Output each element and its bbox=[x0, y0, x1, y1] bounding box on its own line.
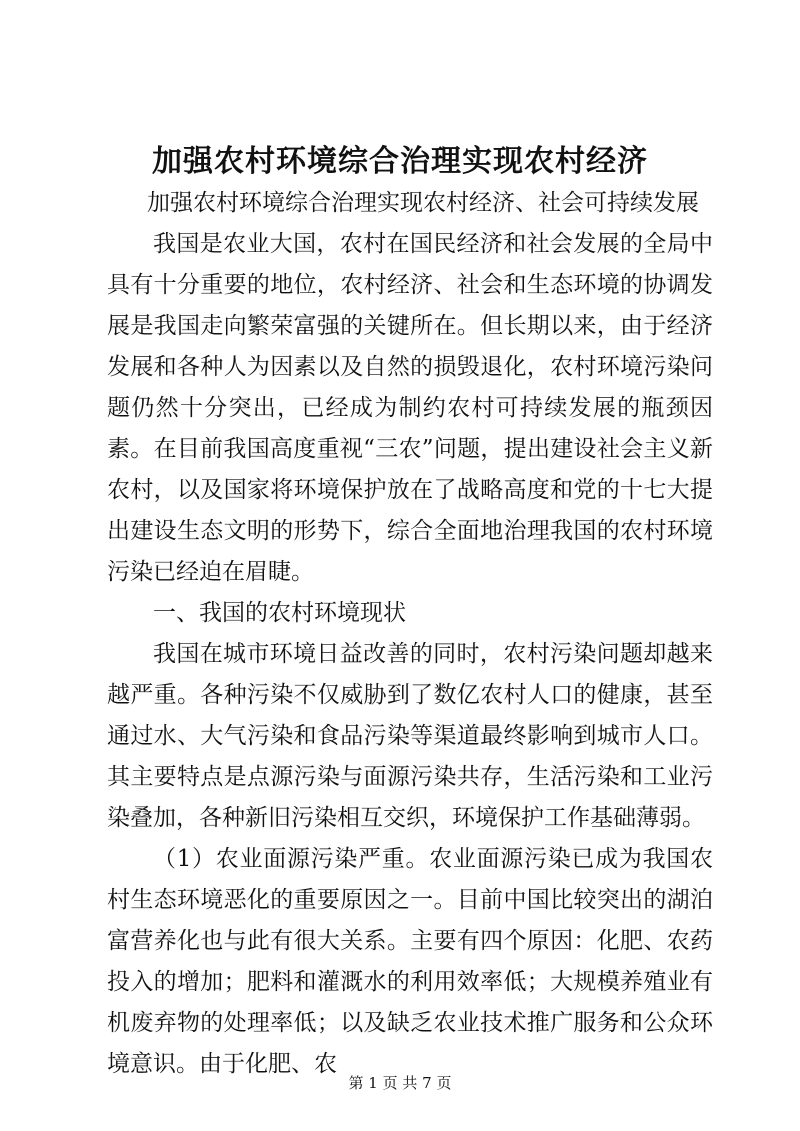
document-title: 加强农村环境综合治理实现农村经济 bbox=[152, 144, 648, 179]
paragraph-intro: 我国是农业大国，农村在国民经济和社会发展的全局中具有十分重要的地位，农村经济、社会和生态环境的协调发展是我国走向繁荣富强的关键所在。但长期以来，由于经济发展和各种人为因素以及自然的损毁退化，农村环境污染问题仍然十分突出，已经成为制约农村可持续发展的瓶颈因素。在目前我国高度重视“三农”问题，提出建设社会主义新农村，以及国家将环境保护放在了战略高度和党的十七大提出建设生态文明的形势下，综合全面地治理我国的农村环境污染已经迫在眉睫。 bbox=[107, 231, 713, 585]
paragraph-point-1: （1）农业面源污染严重。农业面源污染已成为我国农村生态环境恶化的重要原因之一。目前中国比较突出的湖泊富营养化也与此有很大关系。主要有四个原因：化肥、农药投入的增加；肥料和灌溉水的利用效率低；大规模养殖业有机废弃物的处理率低；以及缺乏农业技术推广服务和公众环境意识。由于化肥、农 bbox=[107, 846, 713, 1077]
document-subtitle: 加强农村环境综合治理实现农村经济、社会可持续发展 bbox=[147, 190, 699, 216]
document-body bbox=[107, 183, 713, 1085]
paragraph-status: 我国在城市环境日益改善的同时，农村污染问题却越来越严重。各种污染不仅威胁到了数亿农村人口的健康，甚至通过水、大气污染和食品污染等渠道最终影响到城市人口。其主要特点是点源污染与面源污染共存，生活污染和工业污染叠加，各种新旧污染相互交织，环境保护工作基础薄弱。 bbox=[107, 641, 713, 831]
section-heading: 一、我国的农村环境现状 bbox=[153, 600, 406, 626]
page-footer: 第 1 页 共 7 页 bbox=[348, 1074, 452, 1092]
